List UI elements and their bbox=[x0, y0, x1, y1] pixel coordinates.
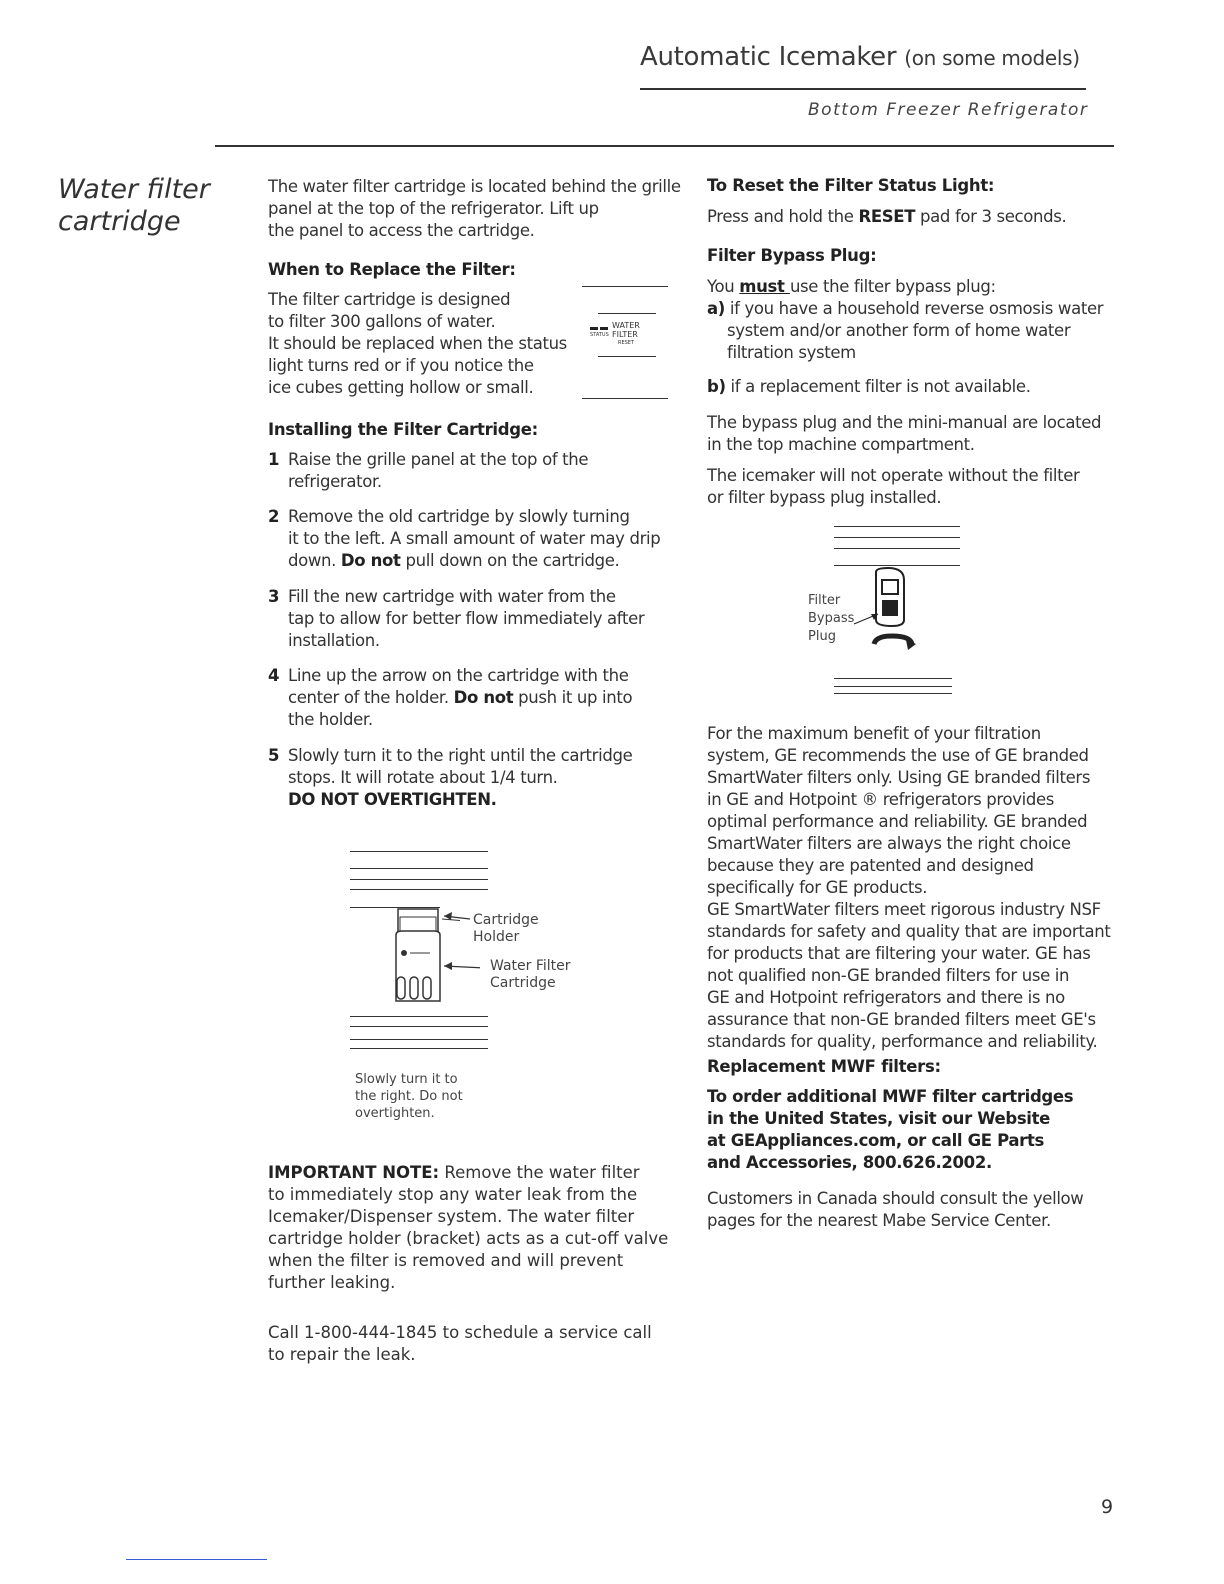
mwf-heading: Replacement MWF filters: bbox=[707, 1057, 941, 1076]
figure-rule bbox=[834, 686, 952, 687]
service-call-text: Call 1-800-444-1845 to schedule a service call to repair the leak. bbox=[268, 1323, 652, 1364]
panel-rule bbox=[598, 313, 656, 314]
panel-rule bbox=[582, 398, 668, 399]
section-title-line: cartridge bbox=[58, 206, 181, 237]
page-header-subtitle: Bottom Freezer Refrigerator bbox=[808, 100, 1089, 120]
status-light-icon bbox=[600, 327, 608, 330]
figure-rule bbox=[834, 526, 960, 527]
filter-status-panel-icon bbox=[590, 321, 650, 355]
panel-filter-label: FILTER bbox=[612, 330, 638, 339]
bypass-location-text: The bypass plug and the mini-manual are located in the top machine compartment. bbox=[707, 413, 1102, 454]
panel-reset-label: RESET bbox=[618, 340, 635, 346]
canada-text: Customers in Canada should consult the yellow pages for the nearest Mabe Service Center. bbox=[707, 1189, 1084, 1230]
figure-caption: Slowly turn it to the right. Do not overtighten. bbox=[355, 1072, 463, 1121]
step-item: 1 Raise the grille panel at the top of the refrigerator. bbox=[268, 450, 589, 491]
figure-rule bbox=[350, 851, 488, 852]
bypass-text: You must use the filter bypass plug: a) if you have a household reverse osmosis water system and/or another form of home water filtration system b) if a replacement filter is not available. bbox=[707, 277, 1104, 396]
panel-status-label: STATUS bbox=[590, 332, 609, 338]
figure-rule bbox=[350, 1026, 488, 1027]
benefit-paragraph: For the maximum benefit of your filtration system, GE recommends the use of GE branded SmartWater filters only. Using GE branded filters in GE and Hotpoint ® refrigerators provides optimal performance and reliability. GE branded SmartWater filters are always the right choice because they are patented and designed specifically for GE products. GE SmartWater filters meet rigorous industry NSF standards for safety and quality that are important for products that are filtering your water. GE has not qualified non-GE branded filters for use in GE and Hotpoint refrigerators and there is no assurance that non-GE branded filters meet GE's standards for quality, performance and reliability. bbox=[707, 724, 1111, 1051]
figure-rule bbox=[834, 537, 960, 538]
bypass-plug-label: Filter Bypass Plug bbox=[808, 593, 855, 644]
page-header-title: Automatic Icemaker (on some models) bbox=[640, 42, 1080, 72]
step-item: 4 Line up the arrow on the cartridge with the center of the holder. Do not push it up into the holder. bbox=[268, 666, 633, 729]
section-title-line: Water filter bbox=[58, 174, 210, 205]
section-title bbox=[58, 174, 228, 238]
figure-rule bbox=[350, 1039, 488, 1040]
figure-rule bbox=[350, 868, 488, 869]
page-number: 9 bbox=[1101, 1496, 1114, 1518]
section-rule bbox=[215, 145, 1114, 147]
step-item: 3 Fill the new cartridge with water from the tap to allow for better flow immediately after installation. bbox=[268, 587, 645, 650]
status-light-icon bbox=[590, 327, 598, 330]
step-item: 5 Slowly turn it to the right until the cartridge stops. It will rotate about 1/4 turn. DO NOT OVERTIGHTEN. bbox=[268, 746, 633, 809]
cartridge-holder-label: Cartridge Holder bbox=[473, 912, 539, 945]
figure-rule bbox=[834, 678, 952, 679]
figure-rule bbox=[350, 879, 488, 880]
order-info: To order additional MWF filter cartridges in the United States, visit our Website at GEAppliances.com, or call GE Parts and Accessories, 800.626.2002. bbox=[707, 1087, 1074, 1172]
intro-paragraph: The water filter cartridge is located behind the grille panel at the top of the refrigerator. Lift up the panel to access the cartridge. bbox=[268, 177, 681, 240]
figure-rule bbox=[834, 693, 952, 694]
panel-rule bbox=[582, 286, 668, 287]
header-title-suffix: (on some models) bbox=[904, 46, 1080, 70]
installing-heading: Installing the Filter Cartridge: bbox=[268, 420, 538, 439]
step-item: 2 Remove the old cartridge by slowly turning it to the left. A small amount of water may drip down. Do not pull down on the cartridge. bbox=[268, 507, 661, 570]
bypass-heading: Filter Bypass Plug: bbox=[707, 246, 877, 265]
reset-text: Press and hold the RESET pad for 3 seconds. bbox=[707, 207, 1067, 226]
water-filter-cartridge-label: Water Filter Cartridge bbox=[490, 958, 571, 991]
footer-link-underline bbox=[126, 1559, 267, 1560]
reset-heading: To Reset the Filter Status Light: bbox=[707, 176, 995, 195]
panel-water-label: WATER bbox=[612, 321, 640, 330]
figure-rule bbox=[350, 889, 488, 890]
bypass-plug-icon bbox=[840, 566, 920, 656]
when-replace-heading: When to Replace the Filter: bbox=[268, 260, 516, 279]
figure-rule bbox=[350, 1016, 488, 1017]
figure-rule bbox=[350, 1048, 488, 1049]
when-replace-text: The filter cartridge is designed to filter 300 gallons of water. It should be replaced when the status light turns red or if you notice the ice cubes getting hollow or small. bbox=[268, 290, 567, 397]
figure-rule bbox=[834, 548, 960, 549]
header-rule bbox=[640, 88, 1086, 90]
panel-rule bbox=[598, 356, 656, 357]
important-note: IMPORTANT NOTE: Remove the water filter to immediately stop any water leak from the Icemaker/Dispenser system. The water filter cartridge holder (bracket) acts as a cut-off valve when the filter is removed and will prevent further leaking. bbox=[268, 1163, 669, 1292]
icemaker-requirement-text: The icemaker will not operate without the filter or filter bypass plug installed. bbox=[707, 466, 1080, 507]
